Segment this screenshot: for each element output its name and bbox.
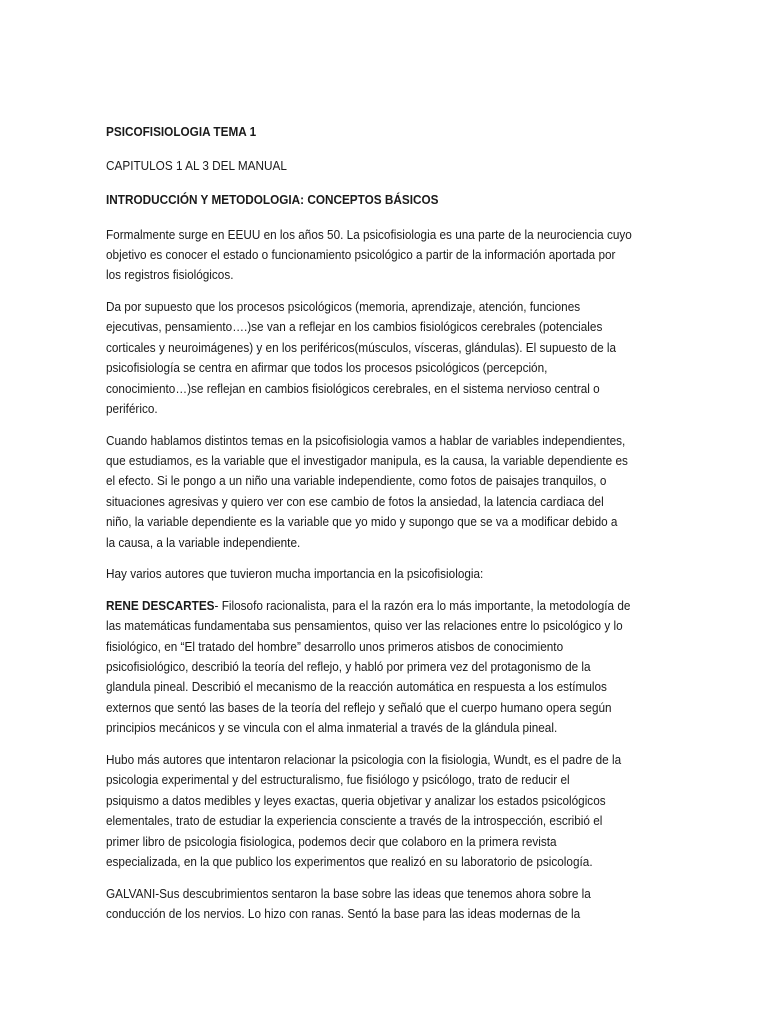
- text-line: Cuando hablamos distintos temas en la psicofisiologia vamos a hablar de variables independientes,: [106, 432, 626, 448]
- paragraph-intro: [106, 225, 666, 286]
- text-line: Hubo más autores que intentaron relacionar la psicologia con la fisiologia, Wundt, es el padre de la: [106, 751, 622, 767]
- paragraph-wundt: [106, 750, 666, 872]
- text-line: Da por supuesto que los procesos psicológicos (memoria, aprendizaje, atención, funciones: [106, 299, 581, 315]
- text-line: especializada, en la que publico los experimentos que realizó en su laboratorio de psicología.: [106, 853, 593, 869]
- section-heading: INTRODUCCIÓN Y METODOLOGIA: CONCEPTOS BÁSICOS: [106, 192, 439, 208]
- text-line: GALVANI-Sus descubrimientos sentaron la base sobre las ideas que tenemos ahora sobre la: [106, 885, 591, 901]
- text-line: Hay varios autores que tuvieron mucha importancia en la psicofisiologia:: [106, 566, 484, 582]
- text-line: situaciones agresivas y quiero ver con ese cambio de fotos la ansiedad, la latencia cardiaca del: [106, 493, 604, 509]
- text-line: Formalmente surge en EEUU en los años 50. La psicofisiologia es una parte de la neurociencia cuyo: [106, 226, 632, 242]
- paragraph-variables: [106, 431, 666, 553]
- descartes-name: RENE DESCARTES: [106, 597, 215, 613]
- text-line: psiquismo a datos medibles y leyes exactas, queria objetivar y analizar los estados psicológicos: [106, 792, 606, 808]
- text-line: el efecto. Si le pongo a un niño una variable independiente, como fotos de paisajes tranquilos, o: [106, 473, 607, 489]
- text-line: la causa, a la variable independiente.: [106, 534, 301, 550]
- document-page: [106, 122, 666, 936]
- paragraph-autores: [106, 564, 666, 584]
- text-line: psicologia experimental y del estructuralismo, fue fisiólogo y psicólogo, trato de reducir el: [106, 772, 570, 788]
- text-line: principios mecánicos y se vincula con el alma inmaterial a través de la glándula pineal.: [106, 720, 558, 736]
- document-title: PSICOFISIOLOGIA TEMA 1: [106, 124, 257, 139]
- document-subtitle: CAPITULOS 1 AL 3 DEL MANUAL: [106, 158, 287, 174]
- text-line: que estudiamos, es la variable que el investigador manipula, es la causa, la variable dependiente es: [106, 453, 628, 469]
- text-line: conducción de los nervios. Lo hizo con ranas. Sentó la base para las ideas modernas de la: [106, 905, 581, 921]
- text-line: objetivo es conocer el estado o funcionamiento psicológico a partir de la información aportada por: [106, 247, 616, 263]
- text-line: los registros fisiológicos.: [106, 267, 234, 283]
- text-line: externos que sentó las bases de la teoría del reflejo y señaló que el cuerpo humano opera según: [106, 699, 612, 715]
- text-line: las matemáticas fundamentaba sus pensamientos, quiso ver las relaciones entre lo psicológico y lo: [106, 618, 623, 634]
- text-line: ejecutivas, pensamiento….)se van a reflejar en los cambios fisiológicos cerebrales (potenciales: [106, 319, 603, 335]
- text-line: conocimiento…)se reflejan en cambios fisiológicos cerebrales, en el sistema nervioso central o: [106, 380, 600, 396]
- paragraph-supuesto: [106, 297, 666, 419]
- paragraph-descartes: [106, 596, 666, 739]
- text-line: primer libro de psicologia fisiologica, podemos decir que colaboro en la primera revista: [106, 833, 557, 849]
- text-line: psicofisiología se centra en afirmar que todos los procesos psicológicos (percepción,: [106, 360, 548, 376]
- text-line: psicofisiológico, describió la teoría del reflejo, y habló por primera vez del protagonismo de la: [106, 659, 591, 675]
- text-line: corticales y neuroimágenes) y en los periféricos(músculos, vísceras, glándulas). El supuesto de la: [106, 339, 617, 355]
- text-line: fisiológico, en “El tratado del hombre” desarrollo unos primeros atisbos de conocimiento: [106, 638, 564, 654]
- text-line: glandula pineal. Describió el mecanismo de la reacción automática en respuesta a los estímulos: [106, 679, 607, 695]
- paragraph-galvani: [106, 884, 666, 925]
- text-line: niño, la variable dependiente es la variable que yo mido y supongo que se va a modificar debido a: [106, 514, 618, 530]
- descartes-first-line: RENE DESCARTES- Filosofo racionalista, para el la razón era lo más importante, la metodología de: [106, 597, 631, 613]
- descartes-body: [106, 616, 666, 738]
- text-line: periférico.: [106, 401, 158, 417]
- text-line: elementales, trato de estudiar la experiencia consciente a través de la introspección, escribió el: [106, 813, 603, 829]
